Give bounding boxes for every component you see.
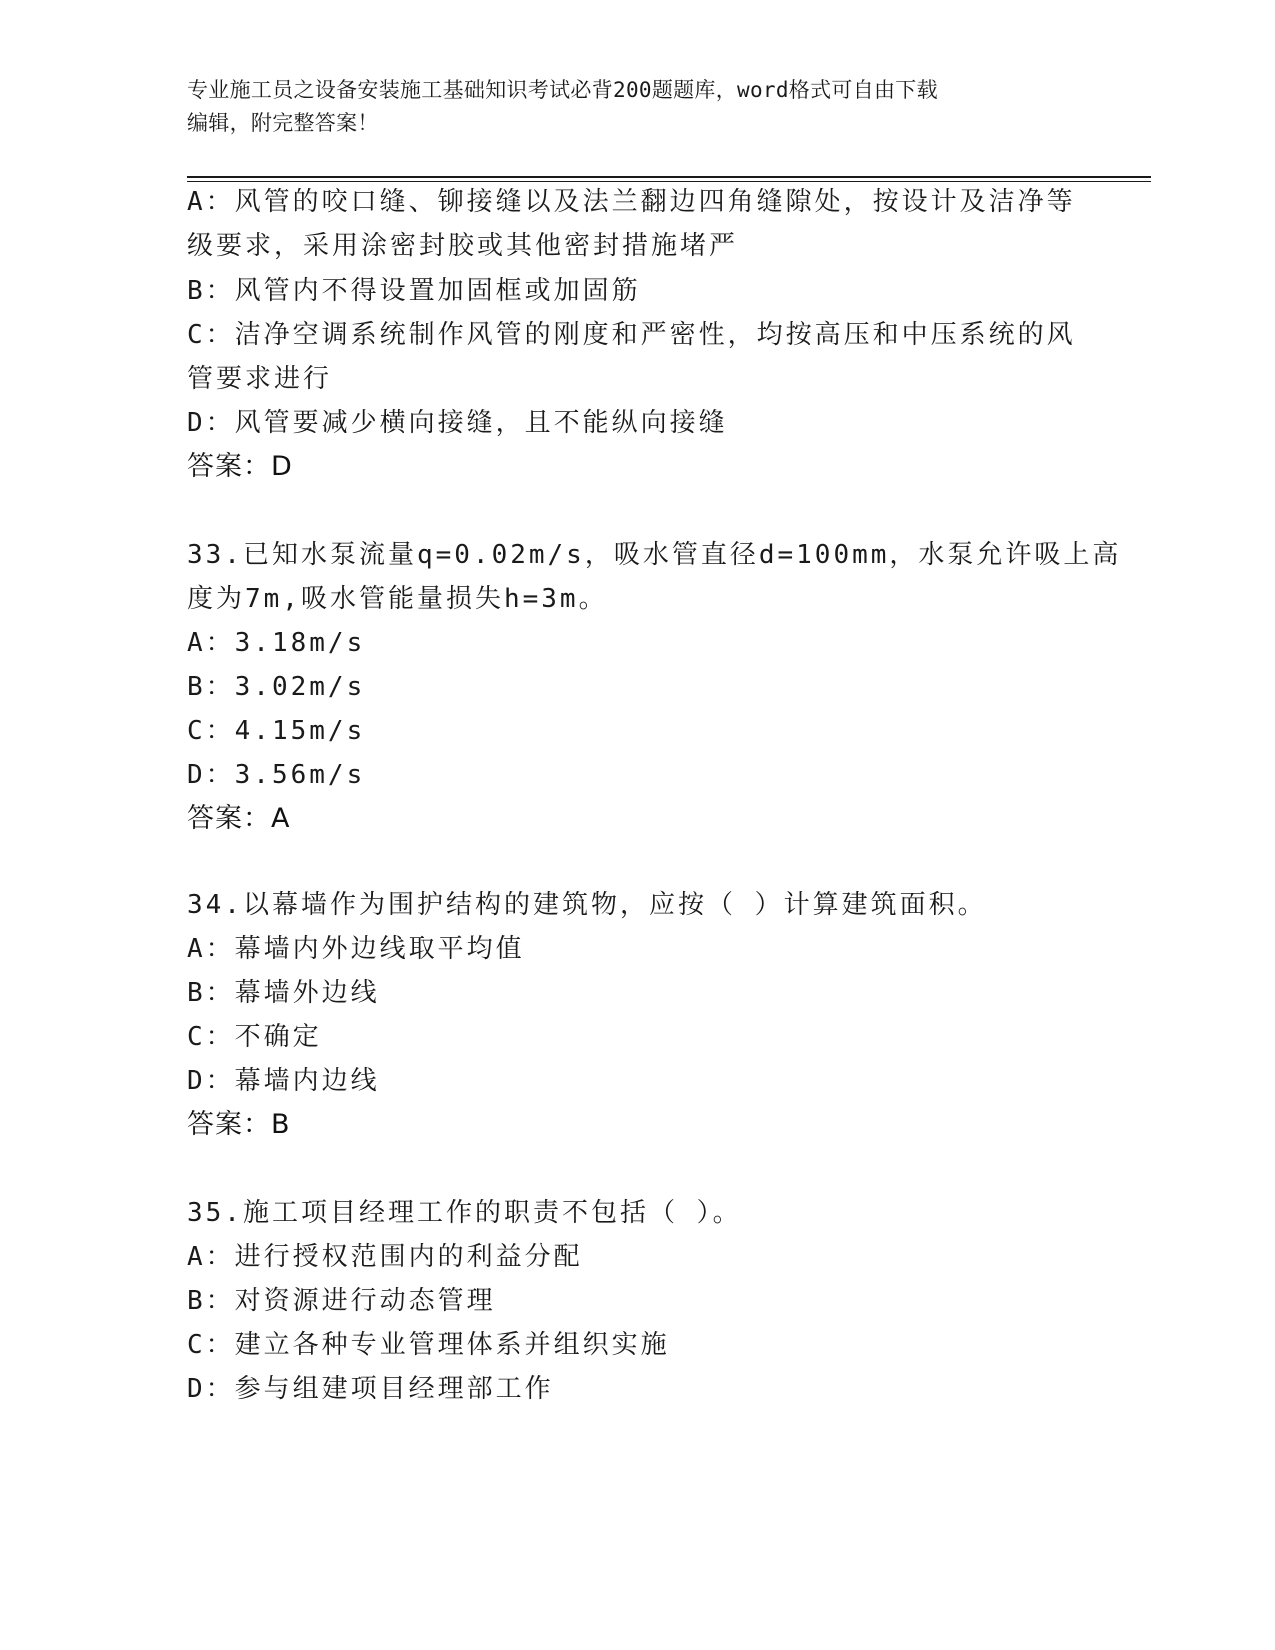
- q35-option-c: C：建立各种专业管理体系并组织实施: [187, 1330, 670, 1360]
- q33-option-b: B：3.02m/s: [187, 672, 366, 702]
- q35-option-b: B：对资源进行动态管理: [187, 1286, 496, 1316]
- q32-option-c-line-2: 管要求进行: [187, 364, 333, 394]
- document-header: [187, 74, 1067, 140]
- header-title-line-2: 编辑，附完整答案！: [187, 111, 379, 135]
- q33-option-c: C：4.15m/s: [187, 716, 366, 746]
- q32-answer: 答案：D: [187, 451, 293, 482]
- q32-option-b: B：风管内不得设置加固框或加固筋: [187, 276, 641, 306]
- q33-option-d: D：3.56m/s: [187, 760, 366, 790]
- header-divider-thin: [187, 181, 1151, 182]
- header-divider-thick: [187, 176, 1151, 178]
- q32-option-c-line-1: C：洁净空调系统制作风管的刚度和严密性，均按高压和中压系统的风: [187, 320, 1076, 350]
- q35-stem: 35.施工项目经理工作的职责不包括（ ）。: [187, 1198, 742, 1228]
- q33-stem-line-1: 33.已知水泵流量q=0.02m/s，吸水管直径d=100mm，水泵允许吸上高: [187, 540, 1122, 570]
- q35-option-a: A：进行授权范围内的利益分配: [187, 1242, 583, 1272]
- q32-option-a-line-1: A：风管的咬口缝、铆接缝以及法兰翻边四角缝隙处，按设计及洁净等: [187, 187, 1076, 217]
- q32-option-d: D：风管要减少横向接缝，且不能纵向接缝: [187, 408, 728, 438]
- q33-stem-line-2: 度为7m,吸水管能量损失h=3m。: [187, 584, 608, 614]
- q32-option-a-line-2: 级要求，采用涂密封胶或其他密封措施堵严: [187, 231, 739, 261]
- q34-option-d: D：幕墙内边线: [187, 1066, 380, 1096]
- q34-option-a: A：幕墙内外边线取平均值: [187, 934, 525, 964]
- q34-option-c: C：不确定: [187, 1022, 322, 1052]
- q35-option-d: D：参与组建项目经理部工作: [187, 1374, 554, 1404]
- q33-option-a: A：3.18m/s: [187, 628, 366, 658]
- q33-answer: 答案：A: [187, 803, 291, 834]
- q34-stem: 34.以幕墙作为围护结构的建筑物，应按（ ）计算建筑面积。: [187, 890, 987, 920]
- header-title-line-1: 专业施工员之设备安装施工基础知识考试必背200题题库，word格式可自由下载: [187, 78, 938, 102]
- q34-option-b: B：幕墙外边线: [187, 978, 380, 1008]
- q34-answer: 答案：B: [187, 1109, 291, 1140]
